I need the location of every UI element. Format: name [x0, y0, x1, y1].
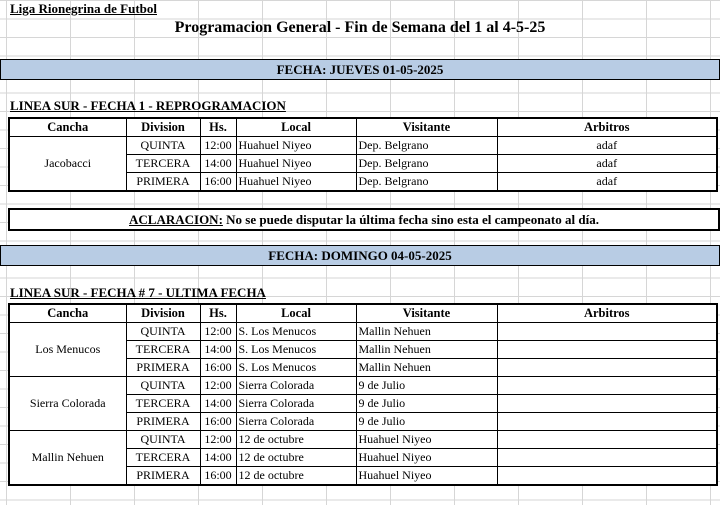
local-cell: S. Los Menucos: [236, 323, 356, 341]
time-cell: 16:00: [200, 359, 236, 377]
arbitros-cell: [497, 377, 717, 395]
division-cell: QUINTA: [126, 431, 200, 449]
arbitros-cell: [497, 449, 717, 467]
local-cell: Sierra Colorada: [236, 377, 356, 395]
division-cell: TERCERA: [126, 341, 200, 359]
time-cell: 14:00: [200, 341, 236, 359]
visitante-cell: Mallin Nehuen: [356, 323, 497, 341]
header-visitante: Visitante: [356, 304, 497, 323]
venue-cell: Jacobacci: [9, 137, 126, 192]
visitante-cell: Dep. Belgrano: [356, 173, 497, 192]
division-cell: TERCERA: [126, 155, 200, 173]
aclaracion-text: No se puede disputar la última fecha sino esta el campeonato al día.: [222, 212, 599, 227]
visitante-cell: Mallin Nehuen: [356, 341, 497, 359]
arbitros-cell: [497, 431, 717, 449]
arbitros-cell: [497, 395, 717, 413]
arbitros-cell: [497, 413, 717, 431]
fecha-bar-day2: FECHA: DOMINGO 04-05-2025: [0, 245, 720, 266]
aclaracion-note: [8, 208, 720, 231]
visitante-cell: Dep. Belgrano: [356, 155, 497, 173]
visitante-cell: Dep. Belgrano: [356, 137, 497, 155]
time-cell: 12:00: [200, 377, 236, 395]
table-row: [9, 431, 717, 449]
header-local: Local: [236, 304, 356, 323]
table-header-row: [9, 304, 717, 323]
venue-cell: Mallin Nehuen: [9, 431, 126, 486]
division-cell: QUINTA: [126, 377, 200, 395]
section-title-day2: LINEA SUR - FECHA # 7 - ULTIMA FECHA: [10, 285, 266, 300]
time-cell: 16:00: [200, 173, 236, 192]
visitante-cell: Huahuel Niyeo: [356, 467, 497, 486]
time-cell: 16:00: [200, 413, 236, 431]
header-visitante: Visitante: [356, 118, 497, 137]
arbitros-cell: adaf: [497, 173, 717, 192]
local-cell: Huahuel Niyeo: [236, 173, 356, 192]
header-cancha: Cancha: [9, 118, 126, 137]
fecha-bar-day1: FECHA: JUEVES 01-05-2025: [0, 59, 720, 80]
division-cell: QUINTA: [126, 323, 200, 341]
page-title: Programacion General - Fin de Semana del 1 al 4-5-25: [174, 19, 546, 36]
division-cell: QUINTA: [126, 137, 200, 155]
table-row: [9, 323, 717, 341]
header-local: Local: [236, 118, 356, 137]
arbitros-cell: [497, 323, 717, 341]
header-arbitros: Arbitros: [497, 304, 717, 323]
league-name: Liga Rionegrina de Futbol: [10, 1, 157, 16]
visitante-cell: 9 de Julio: [356, 395, 497, 413]
arbitros-cell: [497, 467, 717, 486]
time-cell: 16:00: [200, 467, 236, 486]
division-cell: PRIMERA: [126, 359, 200, 377]
visitante-cell: Huahuel Niyeo: [356, 449, 497, 467]
local-cell: Huahuel Niyeo: [236, 137, 356, 155]
table-row: [9, 137, 717, 155]
time-cell: 14:00: [200, 395, 236, 413]
visitante-cell: 9 de Julio: [356, 377, 497, 395]
local-cell: 12 de octubre: [236, 449, 356, 467]
time-cell: 12:00: [200, 431, 236, 449]
division-cell: PRIMERA: [126, 413, 200, 431]
local-cell: Sierra Colorada: [236, 395, 356, 413]
local-cell: 12 de octubre: [236, 431, 356, 449]
header-arbitros: Arbitros: [497, 118, 717, 137]
division-cell: TERCERA: [126, 449, 200, 467]
time-cell: 12:00: [200, 323, 236, 341]
schedule-table-day2: [8, 303, 718, 486]
division-cell: PRIMERA: [126, 173, 200, 192]
schedule-table-day1: [8, 117, 718, 192]
time-cell: 14:00: [200, 155, 236, 173]
arbitros-cell: [497, 341, 717, 359]
venue-cell: Los Menucos: [9, 323, 126, 377]
aclaracion-label: ACLARACION:: [129, 212, 223, 227]
arbitros-cell: [497, 359, 717, 377]
arbitros-cell: adaf: [497, 155, 717, 173]
time-cell: 14:00: [200, 449, 236, 467]
local-cell: S. Los Menucos: [236, 341, 356, 359]
header-hs: Hs.: [200, 304, 236, 323]
local-cell: Huahuel Niyeo: [236, 155, 356, 173]
time-cell: 12:00: [200, 137, 236, 155]
visitante-cell: 9 de Julio: [356, 413, 497, 431]
visitante-cell: Huahuel Niyeo: [356, 431, 497, 449]
local-cell: 12 de octubre: [236, 467, 356, 486]
venue-cell: Sierra Colorada: [9, 377, 126, 431]
header-division: Division: [126, 304, 200, 323]
table-row: [9, 377, 717, 395]
header-cancha: Cancha: [9, 304, 126, 323]
division-cell: PRIMERA: [126, 467, 200, 486]
visitante-cell: Mallin Nehuen: [356, 359, 497, 377]
local-cell: Sierra Colorada: [236, 413, 356, 431]
header-division: Division: [126, 118, 200, 137]
local-cell: S. Los Menucos: [236, 359, 356, 377]
arbitros-cell: adaf: [497, 137, 717, 155]
header-hs: Hs.: [200, 118, 236, 137]
division-cell: TERCERA: [126, 395, 200, 413]
section-title-day1: LINEA SUR - FECHA 1 - REPROGRAMACION: [10, 98, 286, 113]
table-header-row: [9, 118, 717, 137]
